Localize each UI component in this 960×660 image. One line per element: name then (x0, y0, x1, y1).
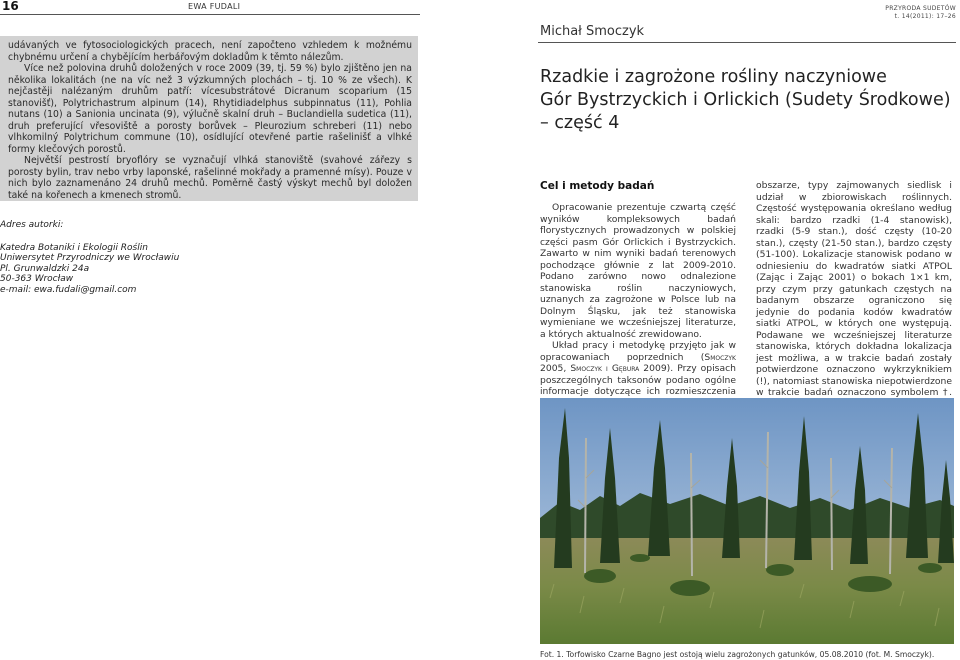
page-number: 16 (2, 0, 19, 13)
photo-caption: Fot. 1. Torfowisko Czarne Bagno jest ostoją wielu zagrożonych gatunków, 05.08.2010 (fot. M. Smoczyk). (540, 650, 935, 659)
address-label: Adres autorki: (0, 220, 64, 230)
left-page-header (0, 0, 420, 15)
journal-name: PRZYRODA SUDETÓW (885, 5, 956, 12)
citation-smoczyk-gebura: Smoczyk i Gębura (570, 363, 640, 374)
title-line-2: Gór Bystrzyckich i Orlickich (Sudety Środkowe) (540, 90, 951, 110)
header-rule (538, 42, 956, 43)
author-address (0, 220, 300, 295)
title-line-1: Rzadkie i zagrożone rośliny naczyniowe (540, 67, 887, 87)
paragraph-2-part-c: 2009). Przy opisach poszczególnych taksonów podano ogólne informacje dotyczące ich rozmieszczenia (540, 363, 736, 397)
column-2-paragraph-1: obszarze, typy zajmowanych siedlisk i udział w zbiorowiskach roślinnych. Częstość występowania określano według skali: bardzo rzadki (1-4 stanowisk), rzadki (5-9 stan.), dość częsty (10-20 stan.), częsty (21-50 stan.), bardzo częsty (51-100). Lokalizacje stanowisk podano w odniesieniu do kwadratów siatki ATPOL (Zając i Zając 2001) o bokach 1×1 km, przy czym przy gatunkach częstych na badanym obszarze ograniczono się jedynie do podania kodów kwadratów siatki ATPOL, w których one występują. Podawane we wcześniejszej literaturze stanowiska, których dokładna lokalizacja jest możliwa, a w trakcie badań zostały potwierdzone oznaczono wykrzyknikiem (!), natomiast stanowiska niepotwierdzone w trakcie badań oznaczono symbolem †. (756, 180, 953, 398)
article-title (540, 66, 950, 135)
title-line-3: – część 4 (540, 113, 620, 133)
photo-illustration (540, 398, 954, 644)
article-author: Michał Smoczyk (540, 24, 645, 39)
peat-bog-photo (540, 398, 954, 644)
paragraph-2-part-b: 2005, (540, 363, 571, 374)
address-email: e-mail: ewa.fudali@gmail.com (0, 284, 137, 295)
journal-reference (885, 5, 956, 21)
address-line-1: Katedra Botaniki i Ekologii Roślin (0, 242, 148, 253)
summary-paragraph-3: Největší pestrostí bryoflóry se vyznačují vlhká stanoviště (svahové zářezy s porosty bylin, trav nebo vrby laponské, rašelinné mokřady a pramenné mísy). Pouze v nich bylo zaznamenáno 24 druhů mechů. Poměrně častý výskyt mechů byl doložen také na kořenech a kmenech stromů. (8, 155, 412, 201)
summary-paragraph-2: Více než polovina druhů doložených v roce 2009 (39, tj. 59 %) bylo zjištěno jen na několika lokalitách (ne na víc než 3 výzkumných plochách – tj. 10 % ze všech). K nejčastěji nalézaným druhům patří: vícesubstrátové Dicranum scoparium (15 stanovišť), Polytrichastrum alpinum (14), Rhytidiadelphus subpinnatus (11), Pohlia nutans (10) a Sanionia uncinata (9), výlučně skalní druh – Buclandiella sudetica (11), druh preferující vřesoviště a porosty borůvek – Pleurozium schreberi (11) nebo vlhkomilný Polytrichum commune (10), osídlující otevřené partie rašelinišť a vlhké formy klečových porostů. (8, 63, 412, 155)
text-column-2 (756, 180, 952, 422)
column-1-body (540, 202, 736, 409)
running-head-author: EWA FUDALI (188, 2, 241, 11)
summary-text (8, 40, 412, 201)
address-line-2: Uniwersytet Przyrodniczy we Wrocławiu (0, 253, 180, 263)
address-line-4: 50-363 Wrocław (0, 274, 74, 284)
citation-smoczyk: Smoczyk (704, 351, 736, 363)
summary-paragraph-1: udávaných ve fytosociologických pracech, není započteno vzhledem k možnému chybnému určení a chybějícím herbářovým dokladům k těmto nálezům. (8, 40, 412, 63)
column-2-body (756, 180, 952, 422)
paragraph-2-part-a: Układ pracy i metodykę przyjęto jak w opracowaniach poprzednich ( (540, 340, 736, 363)
text-column-1 (540, 180, 736, 409)
column-1-paragraph-1: Opracowanie prezentuje czwartą część wyników kompleksowych badań florystycznych prowadzonych w polskiej części pasm Gór Orlickich i Bystrzyckich. Zawarto w nim wyniki badań terenowych pochodzące głównie z lat 2009-2010. Podano zarówno nowo odnalezione stanowiska roślin naczyniowych, uznanych za zagrożone w Polsce lub na Dolnym Śląsku, jak też stanowiska wymieniane we wcześniejszej literaturze, a których aktualność zrewidowano. (540, 202, 736, 340)
journal-volume: t. 14(2011): 17–26 (894, 13, 956, 20)
section-heading: Cel i metody badań (540, 180, 655, 192)
address-line-3: Pl. Grunwaldzki 24a (0, 263, 90, 274)
